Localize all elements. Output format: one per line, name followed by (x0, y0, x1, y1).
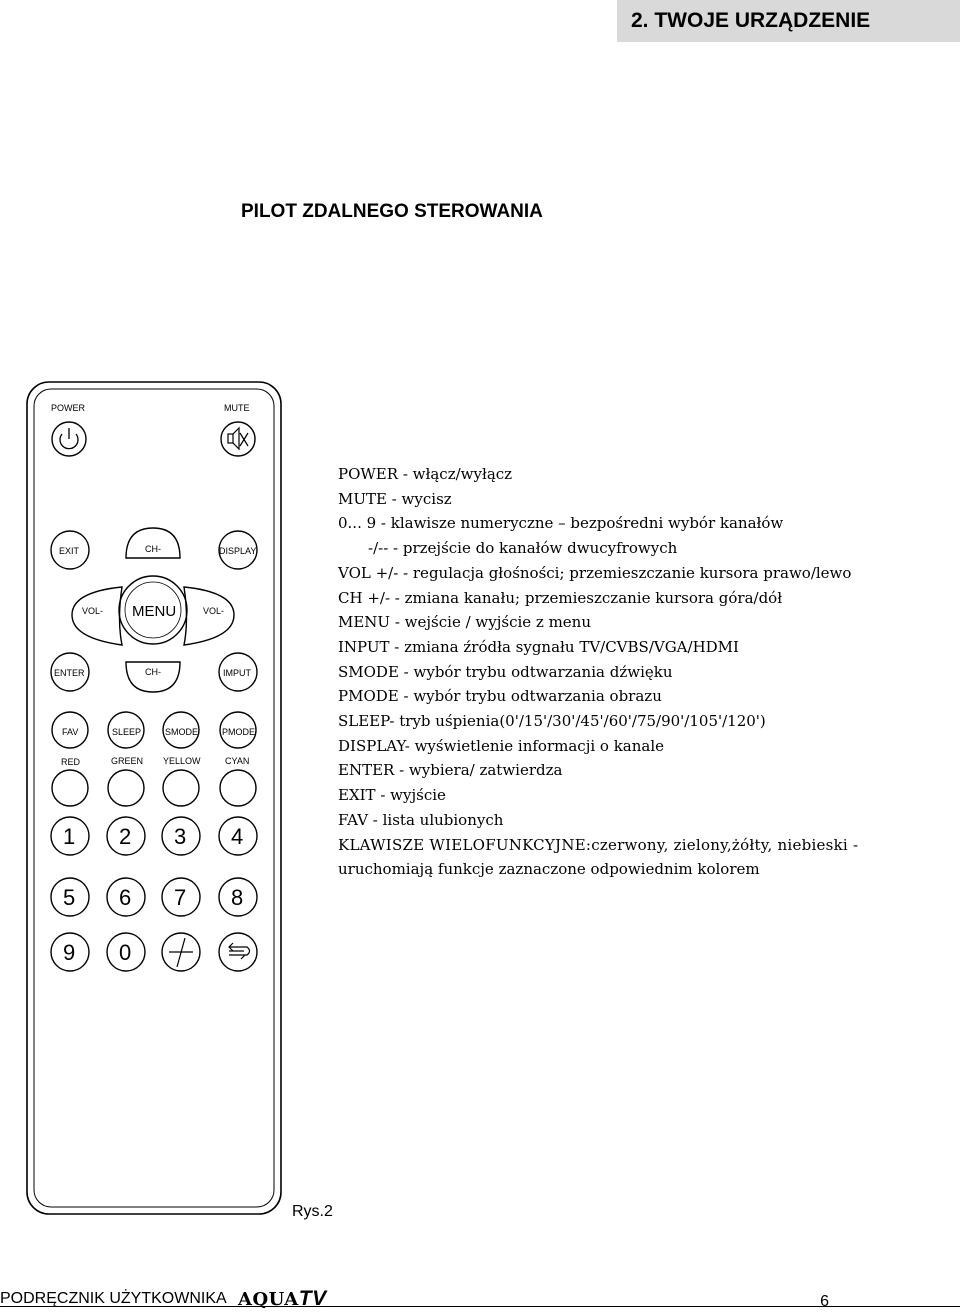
red-label: RED (61, 757, 81, 767)
green-label: GREEN (111, 756, 144, 766)
legend-item: SLEEP- tryb uśpienia(0'/15'/30'/45'/60'/75/90'/105'/120') (338, 712, 766, 731)
legend-item: FAV - lista ulubionych (338, 810, 504, 829)
digit-1-label: 1 (63, 824, 76, 849)
digit-7-label: 7 (174, 885, 187, 910)
digit-8-label: 8 (231, 885, 244, 910)
legend-item: MENU - wejście / wyjście z menu (338, 613, 592, 632)
legend-item: INPUT - zmiana źródła sygnału TV/CVBS/VGA/HDMI (338, 637, 739, 656)
digit-0-label: 0 (119, 940, 132, 965)
brand-logo-aqua: AQUA (238, 1289, 299, 1310)
mute-label: MUTE (224, 403, 250, 413)
power-label: POWER (51, 403, 86, 413)
ch-down-label: CH- (145, 667, 161, 677)
digit-2-label: 2 (119, 824, 132, 849)
legend-item: ENTER - wybiera/ zatwierdza (338, 761, 563, 780)
legend-item: SMODE - wybór trybu odtwarzania dźwięku (338, 662, 673, 681)
cyan-label: CYAN (225, 756, 250, 766)
sleep-label: SLEEP (112, 727, 142, 737)
footer-manual-title: PODRĘCZNIK UŻYTKOWNIKA (0, 1290, 227, 1307)
smode-label: SMODE (165, 727, 199, 737)
button-legend (338, 462, 878, 882)
fav-label: FAV (62, 727, 79, 737)
vol-right-label: VOL- (203, 606, 225, 616)
exit-label: EXIT (59, 546, 80, 556)
legend-item: VOL +/- - regulacja głośności; przemieszczanie kursora prawo/lewo (338, 563, 852, 582)
brand-logo-tv: TV (298, 1287, 327, 1310)
enter-label: ENTER (54, 668, 85, 678)
digit-4-label: 4 (231, 824, 244, 849)
display-label: DISPLAY (219, 546, 257, 556)
legend-item: 0... 9 - klawisze numeryczne – bezpośredni wybór kanałów (338, 514, 784, 533)
menu-label: MENU (132, 603, 177, 620)
page-title: PILOT ZDALNEGO STEROWANIA (241, 201, 543, 222)
digit-6-label: 6 (119, 885, 132, 910)
legend-item: PMODE - wybór trybu odtwarzania obrazu (338, 687, 662, 706)
section-header: 2. TWOJE URZĄDZENIE (617, 0, 960, 42)
legend-item: KLAWISZE WIELOFUNKCYJNE:czerwony, zielony,żółty, niebieski - (338, 835, 859, 854)
page-number: 6 (820, 1293, 829, 1310)
ch-up-label: CH- (145, 544, 161, 554)
legend-item: DISPLAY- wyświetlenie informacji o kanale (338, 736, 665, 755)
remote-control-drawing (25, 380, 283, 1216)
figure-caption: Rys.2 (292, 1203, 333, 1220)
legend-item: CH +/- - zmiana kanału; przemieszczanie kursora góra/dół (338, 588, 783, 607)
page-footer (0, 1287, 960, 1312)
legend-item: POWER - włącz/wyłącz (338, 465, 513, 483)
digit-9-label: 9 (63, 940, 76, 965)
legend-item: EXIT - wyjście (338, 786, 446, 805)
yellow-label: YELLOW (163, 756, 201, 766)
vol-left-label: VOL- (82, 606, 104, 616)
legend-item: -/-- - przejście do kanałów dwucyfrowych (368, 539, 678, 558)
mute-button[interactable] (221, 422, 255, 456)
input-label: IMPUT (223, 668, 251, 678)
pmode-label: PMODE (222, 727, 256, 737)
digit-3-label: 3 (174, 824, 187, 849)
digit-5-label: 5 (63, 885, 76, 910)
footer-rule (0, 1306, 960, 1307)
remote-body (27, 382, 281, 1214)
legend-item: MUTE - wycisz (338, 489, 452, 508)
legend-item: uruchomiają funkcje zaznaczone odpowiednim kolorem (338, 860, 760, 879)
brand-logo (238, 1287, 327, 1311)
